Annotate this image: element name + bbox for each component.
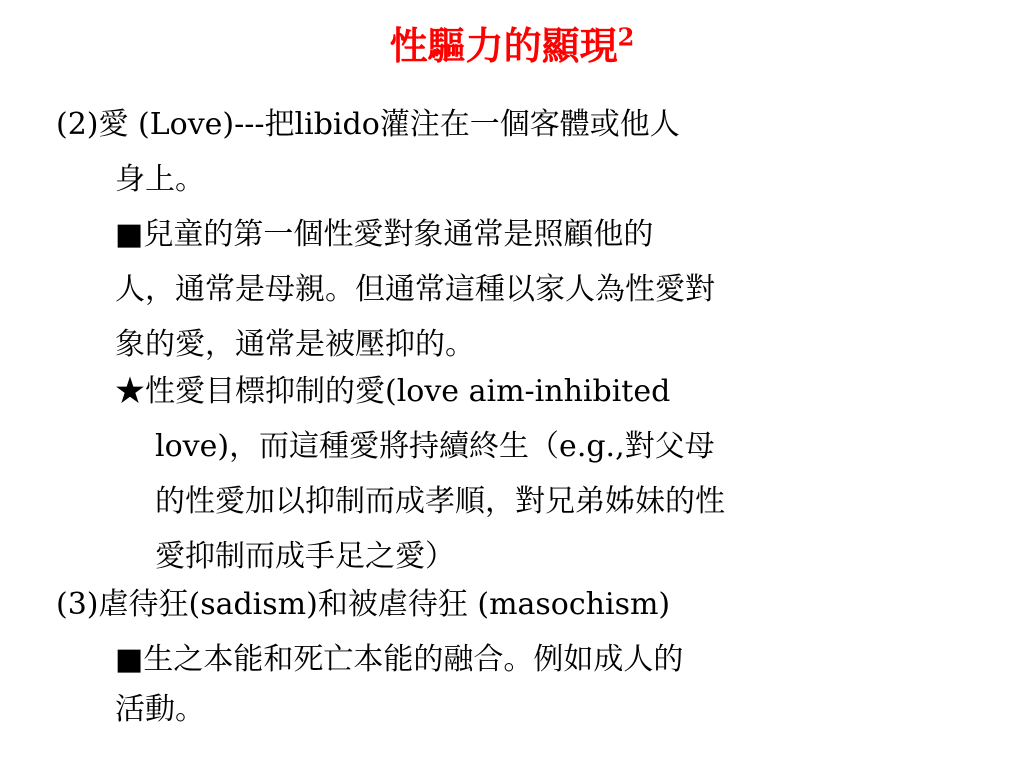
bullet-aim-line-4: 愛抑制而成手足之愛）	[155, 539, 455, 574]
bullet-aim-line-3: 的性愛加以抑制而成孝順，對兄弟姊妹的性	[155, 484, 725, 519]
bullet-aim-text-1: 性愛目標抑制的愛(love aim-inhibited	[145, 374, 671, 409]
slide-title-text: 性驅力的顯現	[389, 23, 618, 68]
bullet-child-text-1: 兒童的第一個性愛對象通常是照顧他的	[143, 217, 654, 252]
slide-title	[0, 22, 1024, 70]
bullet-aim-line-1	[115, 372, 670, 412]
slide-title-superscript: 2	[617, 22, 635, 52]
bullet-child-line-1	[115, 215, 653, 255]
square-bullet-icon-2: ■	[115, 642, 144, 677]
bullet-aim-line-2: love)，而這種愛將持續終生（e.g.,對父母	[155, 429, 715, 464]
item-love-line-2: 身上。	[115, 162, 205, 197]
star-bullet-icon: ★	[115, 374, 145, 409]
item-love-line-1: (2)愛 (Love)---把libido灌注在一個客體或他人	[56, 107, 680, 142]
bullet-fusion-line-1	[115, 640, 683, 680]
bullet-fusion-text-1: 生之本能和死亡本能的融合。例如成人的	[143, 642, 684, 677]
square-bullet-icon: ■	[115, 217, 144, 252]
bullet-child-line-2: 人，通常是母親。但通常這種以家人為性愛對	[115, 272, 715, 307]
bullet-child-line-3: 象的愛，通常是被壓抑的。	[115, 327, 475, 362]
bullet-fusion-line-2: 活動。	[115, 692, 205, 727]
item-sadism-line: (3)虐待狂(sadism)和被虐待狂 (masochism)	[56, 587, 671, 622]
